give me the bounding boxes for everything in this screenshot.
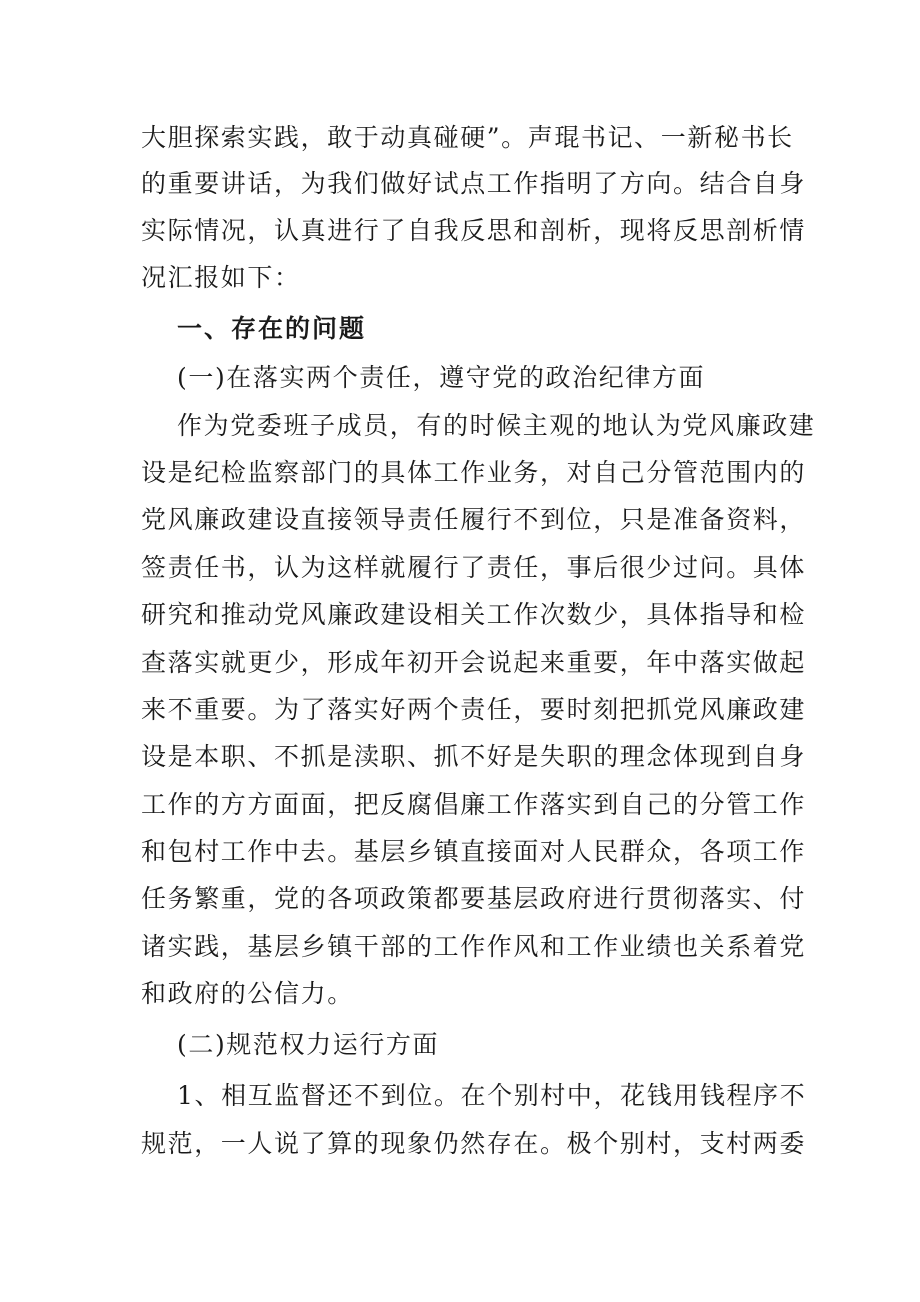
section-heading: 一、存在的问题 (177, 314, 367, 343)
paragraph-line: 诸实践，基层乡镇干部的工作作风和工作业绩也关系着党 (141, 932, 807, 961)
paragraph-line: 研究和推动党风廉政建设相关工作次数少，具体指导和检 (141, 600, 807, 629)
paragraph-line: 实际情况，认真进行了自我反思和剖析，现将反思剖析情 (141, 216, 807, 245)
paragraph-line: 1、相互监督还不到位。在个别村中，花钱用钱程序不 (177, 1081, 807, 1110)
subsection-heading: (一)在落实两个责任，遵守党的政治纪律方面 (177, 363, 706, 392)
paragraph-line: 签责任书，认为这样就履行了责任，事后很少过问。具体 (141, 553, 807, 582)
paragraph-line: 查落实就更少，形成年初开会说起来重要，年中落实做起 (141, 648, 807, 677)
paragraph-line: 况汇报如下： (141, 263, 301, 292)
paragraph-line: 作为党委班子成员，有的时候主观的地认为党风廉政建 (177, 411, 816, 440)
paragraph-line: 和政府的公信力。 (141, 979, 354, 1008)
paragraph-line: 设是本职、不抓是渎职、抓不好是失职的理念体现到自身 (141, 742, 807, 771)
paragraph-line: 的重要讲话，为我们做好试点工作指明了方向。结合自身 (141, 169, 807, 198)
paragraph-line: 工作的方方面面，把反腐倡廉工作落实到自己的分管工作 (141, 790, 807, 819)
paragraph-line: 大胆探索实践，敢于动真碰硬”。声琨书记、一新秘书长 (141, 123, 794, 152)
subsection-heading: (二)规范权力运行方面 (177, 1030, 440, 1059)
paragraph-line: 和包村工作中去。基层乡镇直接面对人民群众，各项工作 (141, 837, 807, 866)
paragraph-line: 设是纪检监察部门的具体工作业务，对自己分管范围内的 (141, 458, 807, 487)
paragraph-line: 任务繁重，党的各项政策都要基层政府进行贯彻落实、付 (141, 884, 807, 913)
paragraph-line: 党风廉政建设直接领导责任履行不到位，只是准备资料， (141, 505, 807, 534)
paragraph-line: 规范，一人说了算的现象仍然存在。极个别村，支村两委 (141, 1129, 807, 1158)
paragraph-line: 来不重要。为了落实好两个责任，要时刻把抓党风廉政建 (141, 695, 807, 724)
